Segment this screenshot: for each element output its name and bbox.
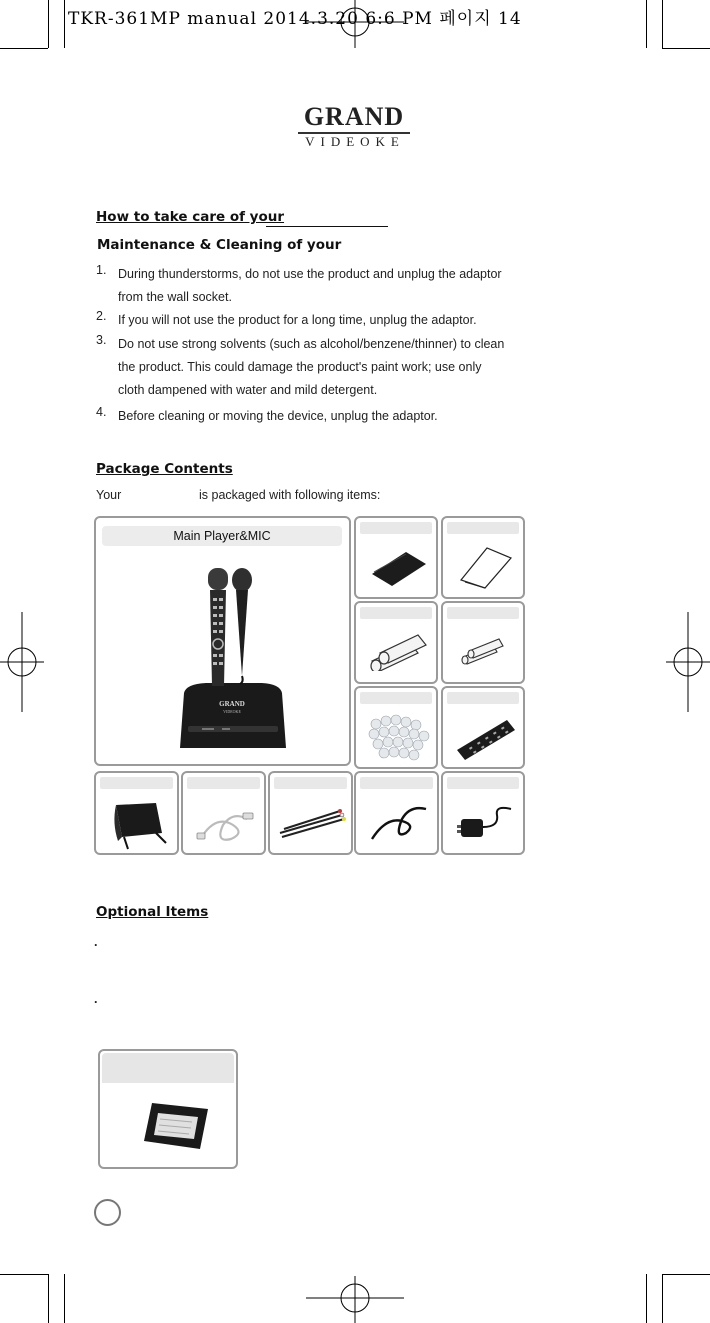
device-logo-sub: VIDEOKE — [223, 709, 241, 714]
item-label-bar — [187, 777, 260, 789]
song-chips-image — [366, 712, 432, 762]
optional-title: Optional Items — [96, 904, 209, 920]
brand-logo: GRAND — [303, 102, 405, 131]
item-number: 3. — [96, 333, 107, 347]
av-cable-image — [276, 799, 348, 845]
item-number: 1. — [96, 263, 107, 277]
usb-cable-image — [193, 799, 259, 847]
item-card-song-chips — [354, 686, 438, 769]
karaoke-player-image — [166, 558, 296, 758]
page-number-circle — [94, 1199, 121, 1226]
item-label-bar — [447, 692, 519, 704]
main-player-card — [94, 516, 351, 766]
package-title: Package Contents — [96, 461, 233, 477]
optional-item-image — [134, 1099, 214, 1155]
item-label-bar — [447, 607, 519, 619]
care-item: If you will not use the product for a long time, unplug the adaptor. — [118, 313, 477, 327]
main-player-label: Main Player&MIC — [102, 526, 342, 546]
brand-logo-sub: VIDEOKE — [305, 134, 405, 149]
item-card-cloth — [354, 516, 438, 599]
optional-bullet: . — [94, 935, 98, 949]
optional-item-card — [98, 1049, 238, 1169]
item-card-power-cord — [354, 771, 439, 855]
item-label-bar — [447, 522, 519, 534]
power-cord-image — [366, 799, 432, 845]
item-label-bar — [274, 777, 347, 789]
item-card-manual — [441, 516, 525, 599]
item-card-remote — [441, 686, 525, 769]
package-intro-suffix: is packaged with following items: — [199, 488, 381, 502]
item-card-usb-cable — [181, 771, 266, 855]
item-number: 4. — [96, 405, 107, 419]
item-card-batteries-small — [441, 601, 525, 684]
item-card-carry-bag — [94, 771, 179, 855]
batteries-image — [366, 631, 432, 671]
batteries-image — [459, 635, 515, 665]
care-item: Do not use strong solvents (such as alcohol/benzene/thinner) to clean the product. This could damage the product's paint work; use only cloth dampened with water and mild detergent. — [118, 337, 505, 397]
care-item: Before cleaning or moving the device, unplug the adaptor. — [118, 409, 438, 423]
power-adaptor-image — [453, 799, 519, 845]
remote-control-image — [453, 712, 519, 762]
care-item: During thunderstorms, do not use the product and unplug the adaptor from the wall socket. — [118, 267, 502, 304]
cloth-image — [368, 544, 428, 588]
device-logo: GRAND — [219, 700, 245, 708]
item-card-av-cable — [268, 771, 353, 855]
item-label-bar — [360, 777, 433, 789]
optional-bullet: . — [94, 992, 98, 1006]
item-label-bar — [360, 607, 432, 619]
manual-image — [457, 542, 513, 590]
item-label-bar — [360, 692, 432, 704]
item-number: 2. — [96, 309, 107, 323]
title-blank-underline — [266, 226, 388, 227]
item-label-bar — [100, 777, 173, 789]
item-card-adaptor — [441, 771, 525, 855]
package-intro-prefix: Your — [96, 488, 122, 502]
item-label-bar — [447, 777, 519, 789]
item-card-batteries-large — [354, 601, 438, 684]
print-slug: TKR-361MP manual 2014.3.20 6:6 PM 페이지 14 — [68, 9, 522, 29]
care-title: How to take care of your — [96, 209, 285, 225]
item-label-bar — [102, 1053, 234, 1083]
maintenance-subtitle: Maintenance & Cleaning of your — [97, 237, 342, 253]
carry-bag-image — [106, 793, 172, 851]
item-label-bar — [360, 522, 432, 534]
